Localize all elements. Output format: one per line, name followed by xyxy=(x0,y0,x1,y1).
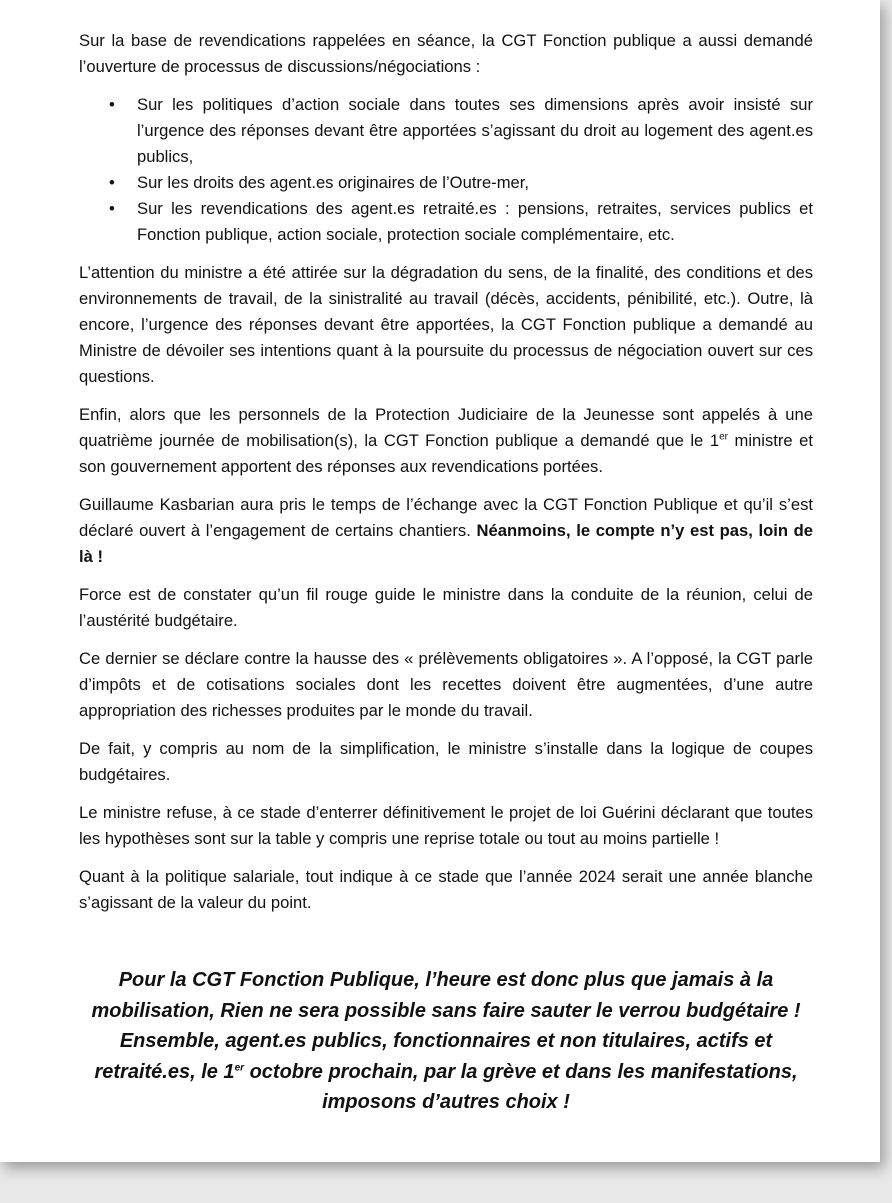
paragraph-text: Guillaume Kasbarian aura pris le temps de l’échange avec la CGT Fonction Publique et qu’il s’est déclaré ouvert à l’engagement de certains chantiers. xyxy=(79,495,813,540)
list-item-text: Sur les revendications des agent.es retraité.es : pensions, retraites, services publics et Fonction publique, action sociale, protection sociale complémentaire, etc. xyxy=(137,199,813,244)
list-item xyxy=(109,170,813,196)
list-item xyxy=(109,92,813,170)
paragraph-working-conditions: L’attention du ministre a été attirée sur la dégradation du sens, de la finalité, des conditions et des environnements de travail, de la sinistralité au travail (décès, accidents, pénibilité, etc.). Outre, là encore, l’urgence des réponses devant être apportées, la CGT Fonction publique a demandé au Ministre de dévoiler ses intentions quant à la poursuite du processus de négociation ouvert sur ces questions. xyxy=(79,263,813,386)
bullet-icon: • xyxy=(109,199,115,218)
paragraph-text: Enfin, alors que les personnels de la Protection Judiciaire de la Jeunesse sont appelés à une quatrième journée de mobilisation(s), la CGT Fonction publique a demandé que le 1 xyxy=(79,405,813,450)
conclusion-text: retraité.es, le 1 xyxy=(94,1060,235,1083)
conclusion-line: Pour la CGT Fonction Publique, l’heure est donc plus que jamais à la xyxy=(118,969,774,991)
bold-statement: Néanmoins, le compte n’y est pas, loin de là ! xyxy=(79,521,813,566)
paragraph-salary-policy: Quant à la politique salariale, tout indique à ce stade que l’année 2024 serait une année blanche s’agissant de la valeur du point. xyxy=(79,867,813,912)
paragraph-pjj-mobilisation xyxy=(79,402,813,480)
paragraph-guerini: Le ministre refuse, à ce stade d’enterrer définitivement le projet de loi Guérini déclarant que toutes les hypothèses sont sur la table y compris une reprise totale ou tout au moins partielle ! xyxy=(79,803,813,848)
document-body xyxy=(79,28,813,928)
conclusion-line xyxy=(79,1057,813,1088)
conclusion-line: Ensemble, agent.es publics, fonctionnaires et non titulaires, actifs et xyxy=(119,1030,773,1052)
bullet-icon: • xyxy=(109,95,115,114)
paragraph-kasbarian xyxy=(79,492,813,570)
bullet-icon: • xyxy=(109,173,115,192)
paragraph-text: ministre et son gouvernement apportent des réponses aux revendications portées. xyxy=(79,431,813,476)
conclusion-text: octobre prochain, par la grève et dans les manifestations, xyxy=(244,1060,798,1083)
conclusion-callout xyxy=(79,965,813,1118)
intro-paragraph: Sur la base de revendications rappelées en séance, la CGT Fonction publique a aussi demandé l’ouverture de processus de discussions/négociations : xyxy=(79,31,813,76)
list-item xyxy=(109,196,813,248)
paragraph-taxes: Ce dernier se déclare contre la hausse des « prélèvements obligatoires ». A l’opposé, la CGT parle d’impôts et de cotisations sociales dont les recettes doivent être augmentées, d’une autre appropriation des richesses produites par le monde du travail. xyxy=(79,649,813,720)
negotiation-list xyxy=(79,92,813,248)
conclusion-line: mobilisation, Rien ne sera possible sans faire sauter le verrou budgétaire ! xyxy=(91,999,801,1022)
superscript: er xyxy=(719,431,728,443)
superscript: er xyxy=(234,1061,245,1073)
paragraph-austerity: Force est de constater qu’un fil rouge guide le ministre dans la conduite de la réunion, celui de l’austérité budgétaire. xyxy=(79,585,813,630)
conclusion-line: imposons d’autres choix ! xyxy=(322,1091,570,1113)
paragraph-simplification: De fait, y compris au nom de la simplification, le ministre s’installe dans la logique de coupes budgétaires. xyxy=(79,739,813,784)
list-item-text: Sur les politiques d’action sociale dans toutes ses dimensions après avoir insisté sur l’urgence des réponses devant être apportées s’agissant du droit au logement des agent.es publics, xyxy=(137,95,813,166)
list-item-text: Sur les droits des agent.es originaires de l’Outre-mer, xyxy=(137,173,529,192)
